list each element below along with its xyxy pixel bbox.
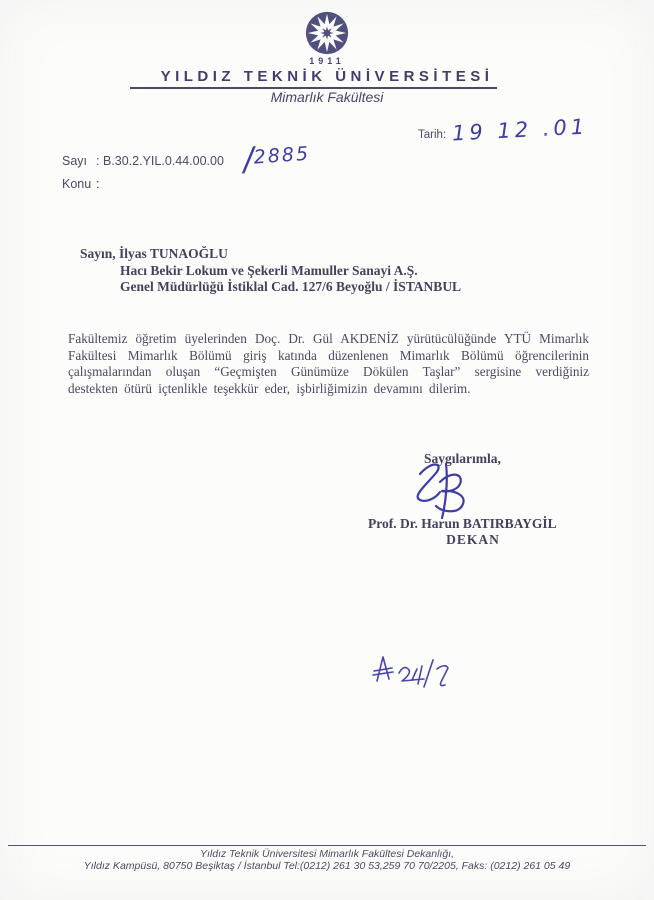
handwritten-annotation-scribble [365, 645, 465, 705]
university-name: YILDIZ TEKNİK ÜNİVERSİTESİ [160, 68, 494, 85]
reference-handwritten-number: /2885 [241, 139, 311, 179]
footer-address-line-1: Yıldız Teknik Üniversitesi Mimarlık Fakültesi Dekanlığı, [199, 848, 455, 860]
recipient-line-2: Hacı Bekir Lokum ve Şekerli Mamuller Sanayi A.Ş. [120, 262, 418, 278]
footer-address-line-2: Yıldız Kampüsü, 80750 Beşiktaş / İstanbul Tel:(0212) 261 30 53,259 70 70/2205, Faks: (0212) 261 05 49 [83, 860, 571, 872]
emblem-wrap [0, 10, 654, 61]
recipient-block [80, 246, 461, 296]
salutation: Saygılarımla, [424, 451, 501, 466]
signature-ink-scribble [392, 458, 487, 523]
recipient-line-1: Sayın, İlyas TUNAOĞLU [80, 246, 228, 261]
reference-number: B.30.2.YIL.0.44.00.00 [102, 154, 224, 168]
date-handwritten-value: 19 12 .01 [451, 114, 589, 146]
subject-row [62, 177, 99, 191]
reference-label: Sayı [62, 154, 88, 168]
reference-row [62, 154, 224, 168]
faculty-name: Mimarlık Fakültesi [270, 89, 384, 105]
recipient-line-3: Genel Müdürlüğü İstiklal Cad. 127/6 Beyoğlu / İSTANBUL [120, 279, 462, 294]
date-label: Tarih: [418, 129, 447, 141]
emblem-founding-year: 1911 [309, 56, 345, 66]
footer-divider [8, 845, 646, 846]
subject-separator: : [96, 177, 100, 191]
reference-handwritten-slash: / [241, 139, 256, 179]
university-emblem-logo [304, 10, 350, 56]
subject-label: Konu [62, 177, 92, 191]
signer-title: DEKAN [446, 532, 500, 547]
body-paragraph: Fakültemiz öğretim üyelerinden Doç. Dr. Gül AKDENİZ yürütücülüğünde YTÜ Mimarlık Fakültesi Mimarlık Bölümü giriş katında düzenlenen Mimarlık Bölümü öğrencilerinin çalışmalarından oluşan “Geçmişten Günümüze Dökülen Taşlar” sergisine verdiğiniz destekten ötürü içtenlikle teşekkür eder, işbirliğimizin devamını dilerim. [68, 331, 589, 397]
reference-separator: : [96, 154, 100, 168]
signer-name: Prof. Dr. Harun BATIRBAYGİL [368, 516, 557, 531]
